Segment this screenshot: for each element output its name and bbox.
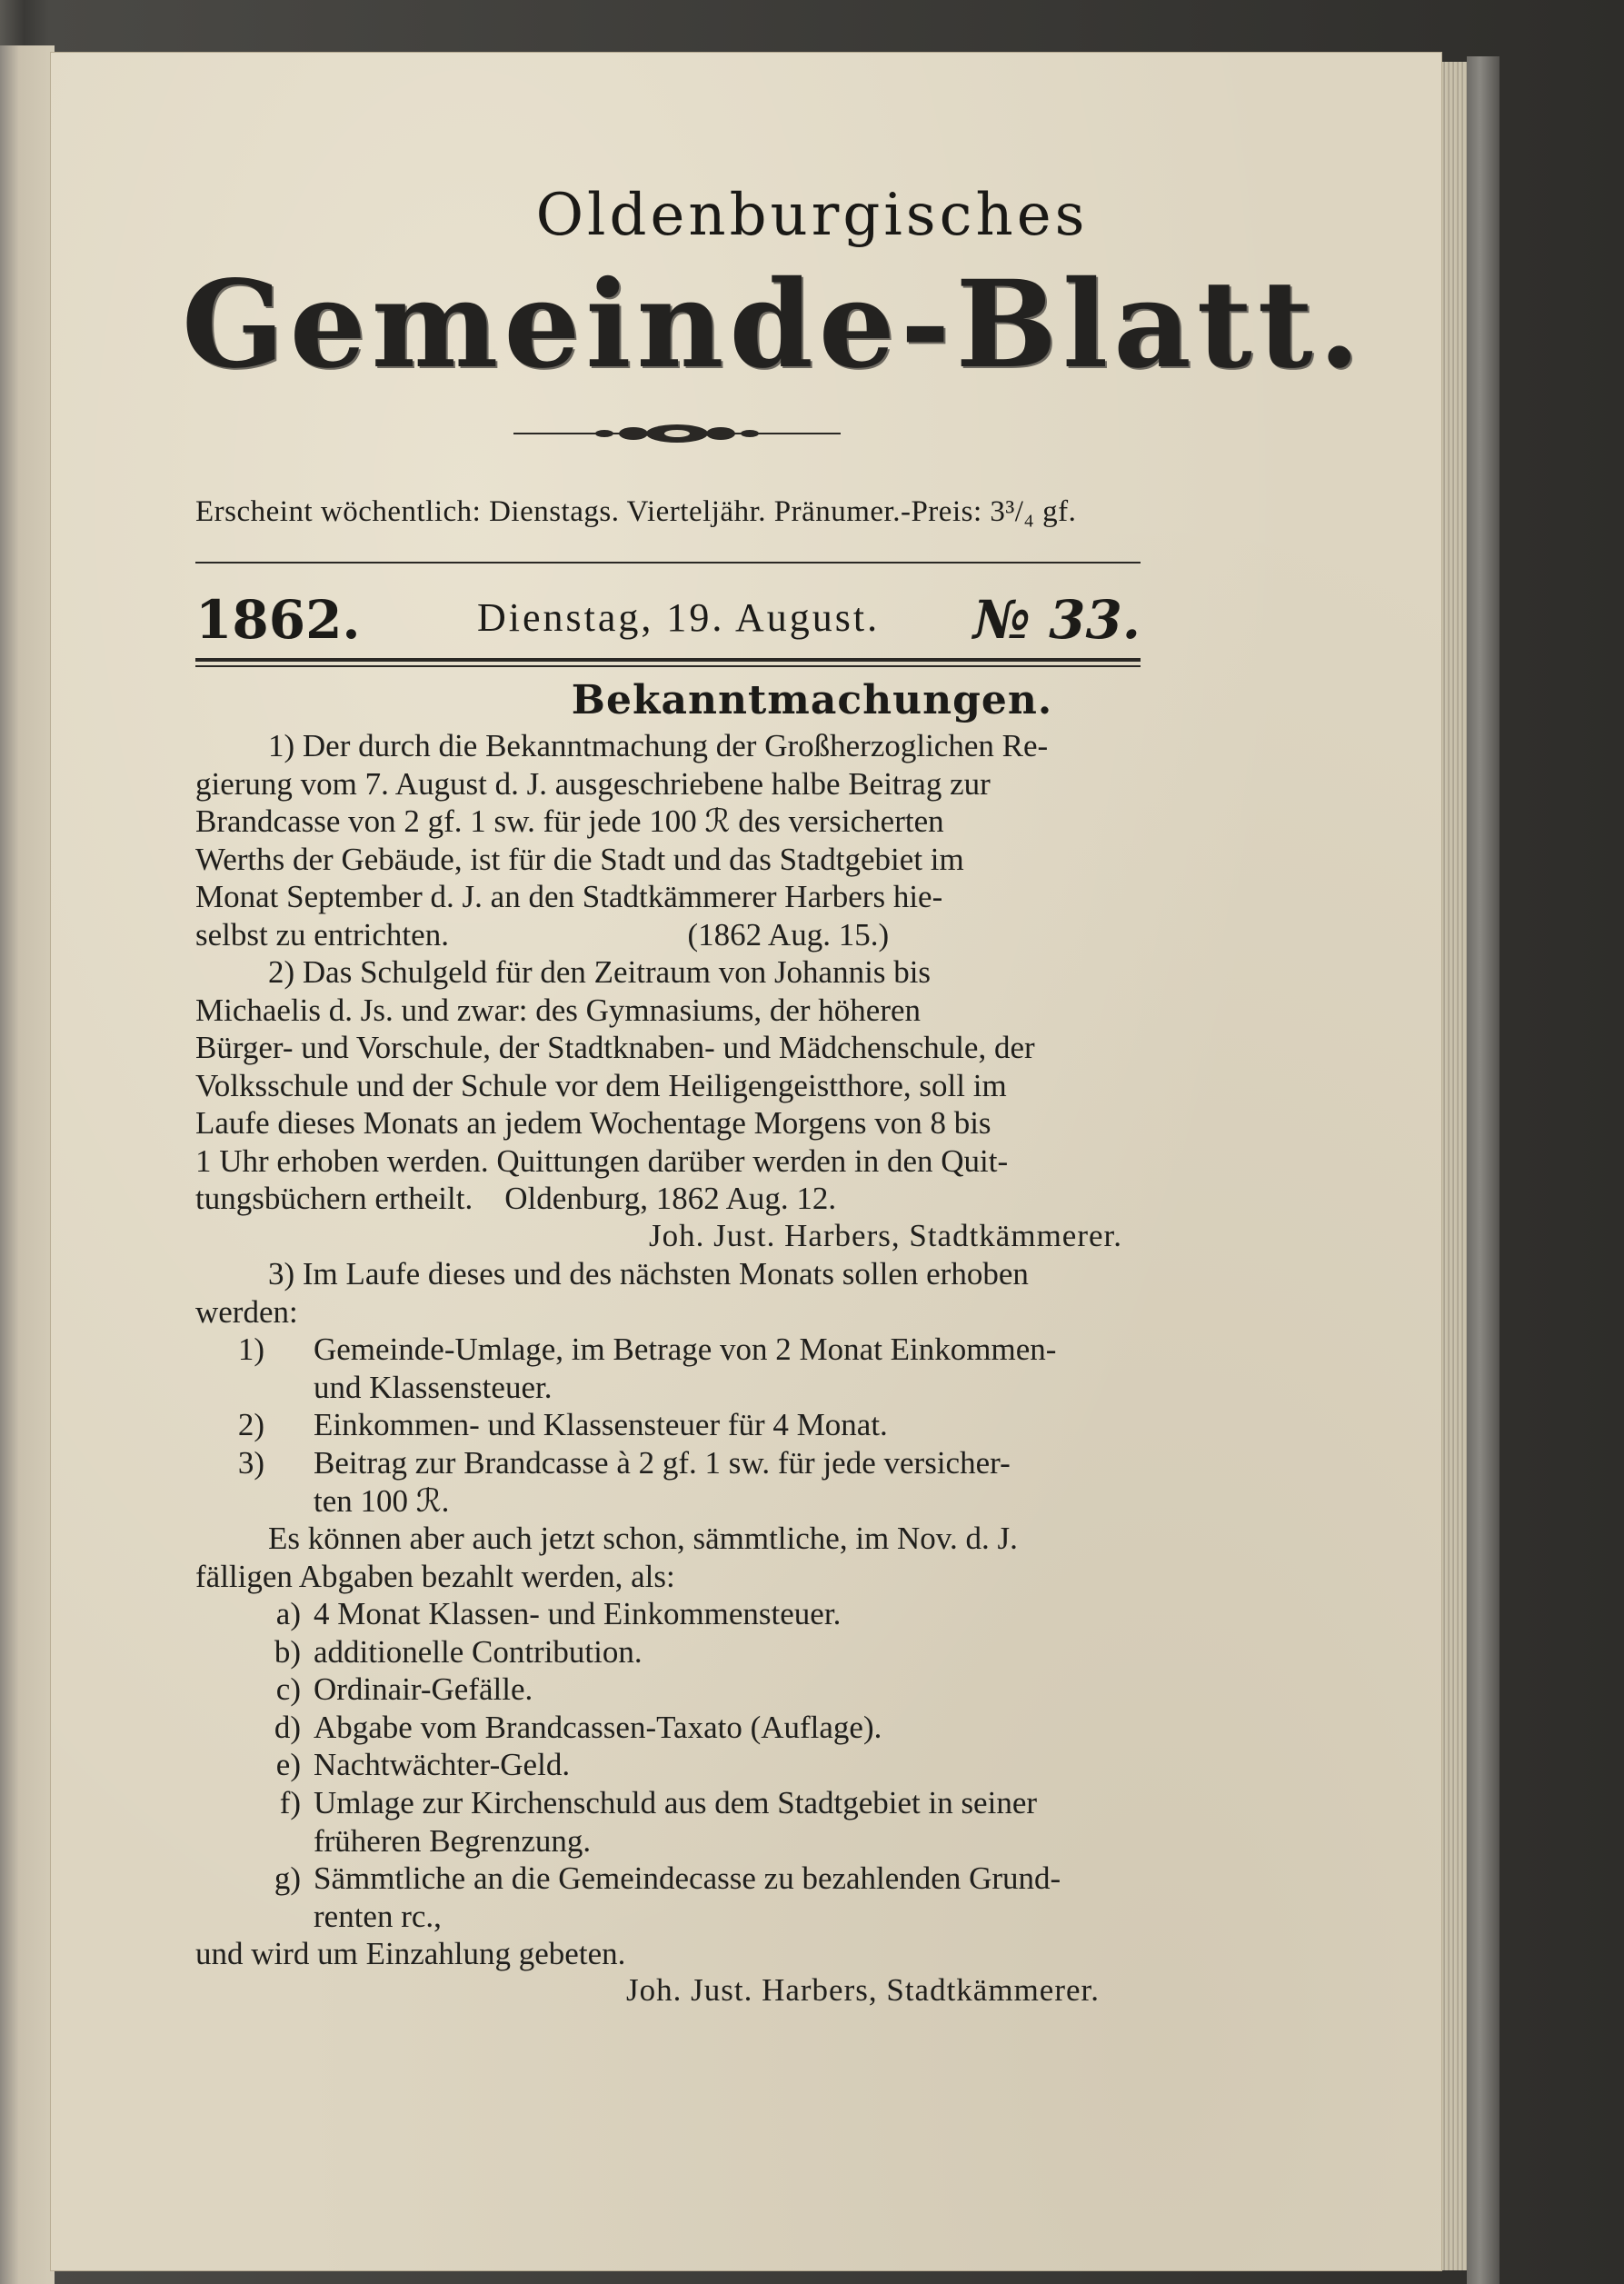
- text-line: Bürger- und Vorschule, der Stadtknaben- und Mädchenschule, der: [195, 1030, 1035, 1065]
- text-line: und wird um Einzahlung gebeten.: [195, 1936, 626, 1971]
- rule-double-1: [195, 658, 1141, 662]
- text-line: gierung vom 7. August d. J. ausgeschriebene halbe Beitrag zur: [195, 765, 991, 802]
- list-marker: c): [275, 1671, 301, 1707]
- text-line: 3) Im Laufe dieses und des nächsten Monats sollen erhoben: [268, 1256, 1029, 1292]
- issue-number: № 33.: [972, 589, 1141, 651]
- closing-line: [195, 1935, 1141, 1973]
- list-text: Umlage zur Kirchenschuld aus dem Stadtgebiet in seiner: [314, 1785, 1038, 1820]
- masthead-title-main: Gemeinde-Blatt.: [182, 254, 1366, 395]
- ornament-divider: [513, 420, 841, 447]
- masthead-title-top: Oldenburgisches: [535, 182, 1089, 249]
- text-line: Laufe dieses Monats an jedem Wochentage Morgens von 8 bis: [195, 1105, 991, 1141]
- list-marker: 2): [237, 1407, 264, 1442]
- book-cover-edge: [1467, 56, 1499, 2284]
- signature-2: Joh. Just. Harbers, Stadtkämmerer.: [626, 1972, 1100, 2008]
- text-line: Michaelis d. Js. und zwar: des Gymnasiums, der höheren: [195, 992, 922, 1028]
- list-text: Beitrag zur Brandcasse à 2 gf. 1 sw. für jede versicher-: [314, 1445, 1011, 1481]
- list-marker: a): [275, 1596, 301, 1631]
- list-text: Sämmtliche an die Gemeindecasse zu bezahlenden Grund-: [314, 1860, 1061, 1896]
- text-line: 1) Der durch die Bekanntmachung der Großherzoglichen Re-: [268, 728, 1049, 763]
- text-line: 1 Uhr erhoben werden. Quittungen darüber werden in den Quit-: [195, 1142, 1009, 1179]
- rule-top: [195, 562, 1141, 564]
- list-marker: g): [274, 1860, 301, 1896]
- list-text-cont: und Klassensteuer.: [314, 1369, 553, 1405]
- list-text: 4 Monat Klassen- und Einkommensteuer.: [314, 1596, 842, 1631]
- list-text: Einkommen- und Klassensteuer für 4 Monat.: [314, 1407, 888, 1442]
- list-marker: 3): [237, 1445, 264, 1481]
- text-line: Volksschule und der Schule vor dem Heiligengeistthore, soll im: [195, 1067, 1007, 1103]
- subscription-info: Erscheint wöchentlich: Dienstags. Vierteljähr. Pränumer.-Preis: 3³/₄ gf.: [195, 495, 1077, 528]
- list-marker: d): [274, 1710, 301, 1745]
- list-text-cont: renten rc.,: [314, 1898, 442, 1934]
- text-line: tungsbüchern ertheilt. Oldenburg, 1862 Aug. 12.: [195, 1181, 837, 1216]
- rule-double-2: [195, 665, 1141, 667]
- text-line: werden:: [195, 1293, 298, 1330]
- previous-page-edge: [0, 45, 55, 2284]
- notice-3-middle: [195, 1520, 1141, 1595]
- text-line: Brandcasse von 2 gf. 1 sw. für jede 100 ℛ des versicherten: [195, 803, 944, 839]
- notice-2: [195, 953, 1141, 1218]
- text-line: 2) Das Schulgeld für den Zeitraum von Johannis bis: [268, 954, 932, 990]
- list-marker: 1): [237, 1332, 264, 1367]
- notice-3-intro: [195, 1255, 1141, 1331]
- list-text: Nachtwächter-Geld.: [314, 1747, 571, 1782]
- issue-line: [195, 589, 1141, 653]
- list-text: Abgabe vom Brandcassen-Taxato (Auflage).: [314, 1710, 882, 1745]
- notice-1: [195, 727, 1141, 953]
- list-text: Gemeinde-Umlage, im Betrage von 2 Monat Einkommen-: [314, 1332, 1057, 1367]
- section-heading: Bekanntmachungen.: [571, 677, 1053, 723]
- list-marker: e): [275, 1747, 301, 1782]
- text-line: selbst zu entrichten. (1862 Aug. 15.): [195, 916, 890, 952]
- list-marker: f): [279, 1785, 301, 1820]
- text-line: Monat September d. J. an den Stadtkämmerer Harbers hie-: [195, 879, 943, 914]
- list-text-cont: früheren Begrenzung.: [314, 1822, 592, 1859]
- text-line: Werths der Gebäude, ist für die Stadt und das Stadtgebiet im: [195, 841, 964, 877]
- text-line: fälligen Abgaben bezahlt werden, als:: [195, 1558, 675, 1594]
- list-text: Ordinair-Gefälle.: [314, 1671, 533, 1707]
- issue-date: Dienstag, 19. August.: [477, 595, 881, 640]
- issue-year: 1862.: [195, 589, 361, 651]
- list-marker: b): [274, 1634, 301, 1670]
- list-text: additionelle Contribution.: [314, 1634, 643, 1670]
- text-line: Es können aber auch jetzt schon, sämmtliche, im Nov. d. J.: [268, 1521, 1018, 1556]
- list-text-cont: ten 100 ℛ.: [314, 1482, 450, 1519]
- signature-1: Joh. Just. Harbers, Stadtkämmerer.: [649, 1218, 1122, 1253]
- page-stack-edge: [1441, 62, 1467, 2270]
